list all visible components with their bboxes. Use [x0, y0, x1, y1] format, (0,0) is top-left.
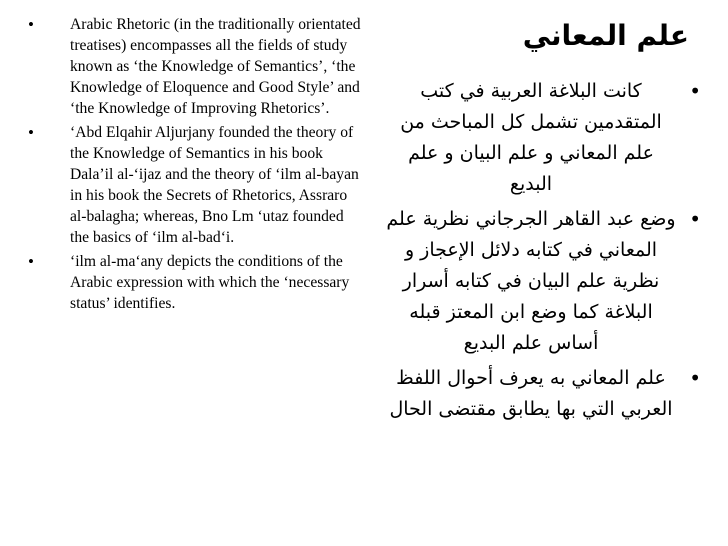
english-bullet-text: ‘Abd Elqahir Aljurjany founded the theory of the Knowledge of Semantics in his book Dala’il al-‘ijaz and the theory of ‘ilm al-bayan in his book the Secrets of Rhetorics, Assraro al-balagha; whereas, Bno Lm ‘utaz founded the basics of ‘ilm al-bad‘i. [70, 124, 359, 246]
arabic-column [385, 14, 707, 429]
arabic-bullet-item-3 [385, 363, 707, 425]
bullet-icon: • [28, 15, 34, 34]
bullet-icon: • [28, 123, 34, 142]
arabic-bullet-text: كانت البلاغة العربية في كتب المتقدمين تشمل كل المباحث من علم المعاني و علم البيان و علم البديع [400, 80, 662, 195]
arabic-bullet-item-1 [385, 76, 707, 200]
bullet-icon: • [689, 366, 701, 390]
arabic-bullet-text: علم المعاني به يعرف أحوال اللفظ العربي التي بها يطابق مقتضى الحال [389, 367, 673, 420]
bullet-icon: • [689, 79, 701, 103]
english-column [22, 14, 362, 317]
english-bullet-list [22, 14, 362, 314]
english-bullet-text: ‘ilm al-ma‘any depicts the conditions of the Arabic expression with which the ‘necessary status’ identifies. [70, 253, 350, 312]
english-bullet-item-3 [22, 251, 362, 314]
bullet-icon: • [689, 207, 701, 231]
arabic-title: علم المعاني [522, 19, 689, 52]
english-bullet-item-1 [22, 14, 362, 119]
english-bullet-item-2 [22, 122, 362, 248]
english-bullet-text: Arabic Rhetoric (in the traditionally orientated treatises) encompasses all the fields of study known as ‘the Knowledge of Semantics’, ‘the Knowledge of Eloquence and Good Style’ and ‘the Knowledge of Improving Rhetorics’. [70, 16, 361, 117]
bullet-icon: • [28, 252, 34, 271]
arabic-bullet-item-2 [385, 204, 707, 359]
arabic-bullet-text: وضع عبد القاهر الجرجاني نظرية علم المعاني في كتابه دلائل الإعجاز و نظرية علم البيان في كتابه أسرار البلاغة كما وضع ابن المعتز قبله أساس علم البديع [386, 208, 676, 354]
arabic-bullet-list [385, 76, 707, 425]
